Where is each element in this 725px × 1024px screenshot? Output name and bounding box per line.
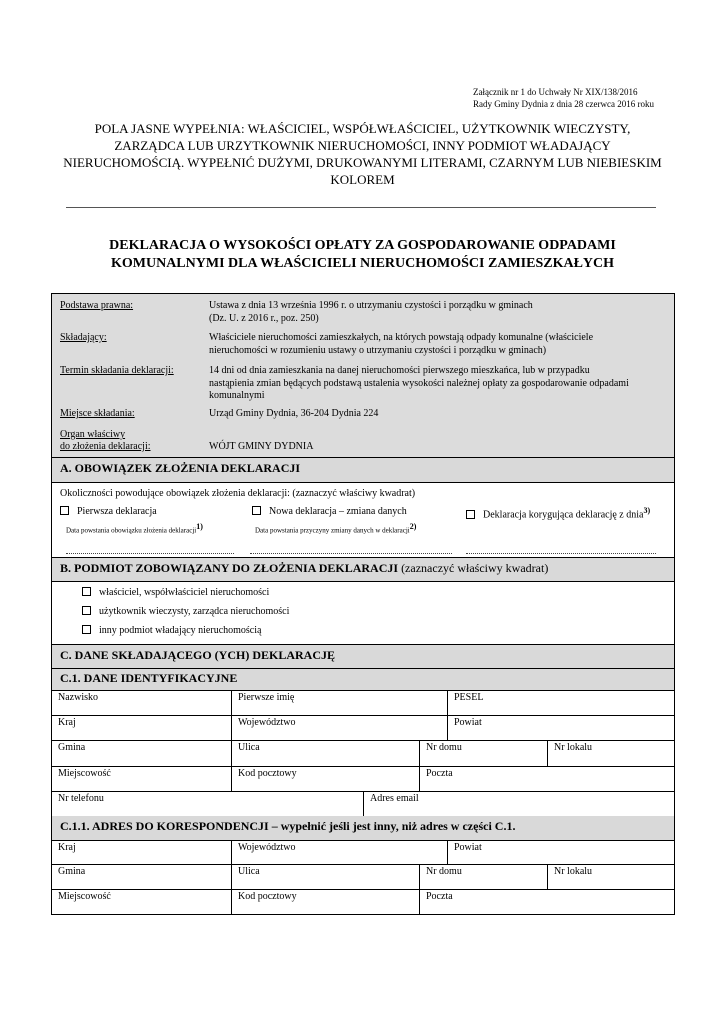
- country-field[interactable]: [52, 716, 232, 741]
- corr-house-no-field[interactable]: [420, 865, 548, 890]
- perpetual-user-option[interactable]: [82, 606, 289, 617]
- corrective-declaration-option[interactable]: [466, 506, 650, 520]
- authority-label: [60, 429, 151, 453]
- corr-postal-code-label: Kod pocztowy: [238, 891, 297, 902]
- voivodeship-field[interactable]: [232, 716, 448, 741]
- corrective-declaration-date-field[interactable]: [466, 553, 656, 554]
- first-declaration-checkbox[interactable]: [60, 506, 69, 515]
- flat-no-label: Nr lokalu: [554, 742, 593, 753]
- corr-flat-no-field[interactable]: [548, 865, 674, 890]
- section-c-heading: C. DANE SKŁADAJĄCEGO (YCH) DEKLARACJĘ: [52, 644, 674, 668]
- instructions-line-3: NIERUCHOMOŚCIĄ. WYPEŁNIĆ DUŻYMI, DRUKOWANYMI LITERAMI, CZARNYM LUB NIEBIESKIM: [63, 155, 662, 170]
- county-label: Powiat: [454, 717, 482, 728]
- postal-code-label: Kod pocztowy: [238, 768, 297, 779]
- surname-label: Nazwisko: [58, 692, 98, 703]
- new-declaration-note: [255, 522, 416, 534]
- authority-value: WÓJT GMINY DYDNIA: [209, 441, 314, 452]
- fill-instructions: [50, 120, 675, 188]
- declaration-form: [51, 293, 675, 915]
- instructions-line-1: POLA JASNE WYPEŁNIA: WŁAŚCICIEL, WSPÓŁWŁAŚCICIEL, UŻYTKOWNIK WIECZYSTY,: [94, 121, 631, 136]
- section-b-body: [52, 581, 674, 645]
- corr-street-label: Ulica: [238, 866, 260, 877]
- corr-post-office-label: Poczta: [426, 891, 453, 902]
- pesel-label: PESEL: [454, 692, 484, 703]
- legal-basis-value: [209, 300, 533, 325]
- footnote-2: 2): [409, 522, 417, 531]
- first-name-field[interactable]: [232, 691, 448, 716]
- first-declaration-note-text: Data powstania obowiązku złożenia deklaracji: [66, 526, 197, 535]
- corr-city-field[interactable]: [52, 890, 232, 915]
- instructions-line-4: KOLOREM: [330, 172, 395, 187]
- legal-basis-line-1: Ustawa z dnia 13 września 1996 r. o utrzymaniu czystości i porządku w gminach: [209, 300, 533, 311]
- deadline-value: [209, 365, 629, 403]
- corr-house-no-label: Nr domu: [426, 866, 462, 877]
- section-b-heading-text: B. PODMIOT ZOBOWIĄZANY DO ZŁOŻENIA DEKLARACJI: [60, 561, 399, 575]
- email-field[interactable]: [364, 792, 674, 817]
- header-info-panel: [52, 294, 674, 457]
- deadline-line-1: 14 dni od dnia zamieszkania na danej nieruchomości pierwszego mieszkańca, lub w przypadku: [209, 365, 590, 376]
- country-label: Kraj: [58, 717, 76, 728]
- corr-postal-code-field[interactable]: [232, 890, 420, 915]
- house-no-field[interactable]: [420, 741, 548, 767]
- first-name-label: Pierwsze imię: [238, 692, 295, 703]
- deadline-line-2: nastąpienia zmian będących podstawą ustalenia wysokości należnej opłaty za gospodarowanie odpadami: [209, 377, 629, 389]
- deadline-label: Termin składania deklaracji:: [60, 365, 174, 376]
- street-field[interactable]: [232, 741, 420, 767]
- instructions-line-2: ZARZĄDCA LUB URZYTKOWNIK NIERUCHOMOŚCI, INNY PODMIOT WŁADAJĄCY: [114, 138, 611, 153]
- submitter-line-2: nieruchomości w rozumieniu ustawy o utrzymaniu czystości i porządku w gminach): [209, 344, 547, 356]
- commune-field[interactable]: [52, 741, 232, 767]
- phone-label: Nr telefonu: [58, 793, 104, 804]
- divider: [66, 207, 656, 208]
- county-field[interactable]: [448, 716, 674, 741]
- section-a-heading: A. OBOWIĄZEK ZŁOŻENIA DEKLARACJI: [52, 457, 674, 482]
- post-office-field[interactable]: [420, 767, 674, 792]
- post-office-label: Poczta: [426, 768, 453, 779]
- corr-flat-no-label: Nr lokalu: [554, 866, 593, 877]
- attachment-line-1: Załącznik nr 1 do Uchwały Nr XIX/138/2016: [473, 87, 638, 97]
- first-declaration-date-field[interactable]: [66, 553, 234, 554]
- submitter-line-1: Właściciele nieruchomości zamieszkałych, na których powstają odpady komunalne (właściciele: [209, 332, 594, 343]
- city-label: Miejscowość: [58, 768, 111, 779]
- first-declaration-label: Pierwsza deklaracja: [77, 506, 157, 517]
- new-declaration-checkbox[interactable]: [252, 506, 261, 515]
- first-declaration-note: [66, 522, 203, 534]
- authority-label-line-1: Organ właściwy: [60, 429, 126, 440]
- corr-county-label: Powiat: [454, 842, 482, 853]
- section-b-heading: [52, 557, 674, 581]
- corr-city-label: Miejscowość: [58, 891, 111, 902]
- house-no-label: Nr domu: [426, 742, 462, 753]
- other-entity-checkbox[interactable]: [82, 625, 91, 634]
- pesel-field[interactable]: [448, 691, 674, 716]
- attachment-note: [473, 86, 673, 110]
- corr-voivodeship-field[interactable]: [232, 841, 448, 865]
- correspondence-grid: [52, 840, 674, 915]
- voivodeship-label: Województwo: [238, 717, 296, 728]
- other-entity-label: inny podmiot władający nieruchomością: [99, 625, 262, 636]
- legal-basis-line-2: (Dz. U. z 2016 r., poz. 250): [209, 312, 319, 324]
- other-entity-option[interactable]: [82, 625, 261, 636]
- perpetual-user-checkbox[interactable]: [82, 606, 91, 615]
- footnote-1: 1): [196, 522, 203, 531]
- place-label: Miejsce składania:: [60, 408, 135, 419]
- phone-field[interactable]: [52, 792, 364, 817]
- perpetual-user-label: użytkownik wieczysty, zarządca nieruchomości: [99, 606, 290, 617]
- footnote-3: 3): [643, 506, 651, 515]
- section-c1-heading: C.1. DANE IDENTYFIKACYJNE: [52, 668, 674, 690]
- corr-commune-label: Gmina: [58, 866, 86, 877]
- new-declaration-note-text: Data powstania przyczyny zmiany danych w deklaracji: [255, 526, 410, 535]
- owner-checkbox[interactable]: [82, 587, 91, 596]
- section-c11-heading: C.1.1. ADRES DO KORESPONDENCJI – wypełnić jeśli jest inny, niż adres w części C.1.: [52, 816, 674, 840]
- identification-grid: [52, 690, 674, 817]
- new-declaration-date-field[interactable]: [250, 553, 452, 554]
- city-field[interactable]: [52, 767, 232, 792]
- owner-option[interactable]: [82, 587, 269, 598]
- flat-no-field[interactable]: [548, 741, 674, 767]
- submitter-label: Składający:: [60, 332, 107, 343]
- commune-label: Gmina: [58, 742, 86, 753]
- submitter-value: [209, 332, 593, 357]
- title-line-2: KOMUNALNYMI DLA WŁAŚCICIELI NIERUCHOMOŚCI ZAMIESZKAŁYCH: [110, 256, 615, 271]
- corr-voivodeship-label: Województwo: [238, 842, 296, 853]
- corrective-declaration-checkbox[interactable]: [466, 510, 475, 519]
- new-declaration-label: Nowa deklaracja – zmiana danych: [269, 506, 407, 517]
- page-title: [50, 237, 675, 273]
- new-declaration-option[interactable]: [252, 506, 407, 517]
- corr-country-label: Kraj: [58, 842, 76, 853]
- corr-commune-field[interactable]: [52, 865, 232, 890]
- corr-county-field[interactable]: [448, 841, 674, 865]
- section-a-body: [52, 482, 674, 558]
- attachment-line-2: Rady Gminy Dydnia z dnia 28 czerwca 2016 roku: [473, 99, 654, 109]
- section-b-heading-note: (zaznaczyć właściwy kwadrat): [401, 561, 549, 575]
- street-label: Ulica: [238, 742, 260, 753]
- legal-basis-label: Podstawa prawna:: [60, 300, 134, 311]
- postal-code-field[interactable]: [232, 767, 420, 792]
- email-label: Adres email: [370, 793, 419, 804]
- corr-post-office-field[interactable]: [420, 890, 674, 915]
- corr-street-field[interactable]: [232, 865, 420, 890]
- owner-label: właściciel, współwłaściciel nieruchomości: [99, 587, 270, 598]
- circumstances-text: Okoliczności powodujące obowiązek złożenia deklaracji: (zaznaczyć właściwy kwadrat): [60, 488, 416, 499]
- corrective-declaration-label: Deklaracja korygująca deklarację z dnia: [483, 509, 644, 521]
- first-declaration-option[interactable]: [60, 506, 157, 517]
- title-line-1: DEKLARACJA O WYSOKOŚCI OPŁATY ZA GOSPODAROWANIE ODPADAMI: [109, 238, 616, 253]
- corr-country-field[interactable]: [52, 841, 232, 865]
- surname-field[interactable]: [52, 691, 232, 716]
- deadline-line-3: komunalnymi: [209, 390, 265, 401]
- place-value: Urząd Gminy Dydnia, 36-204 Dydnia 224: [209, 408, 379, 419]
- authority-label-line-2: do złożenia deklaracji:: [60, 441, 151, 452]
